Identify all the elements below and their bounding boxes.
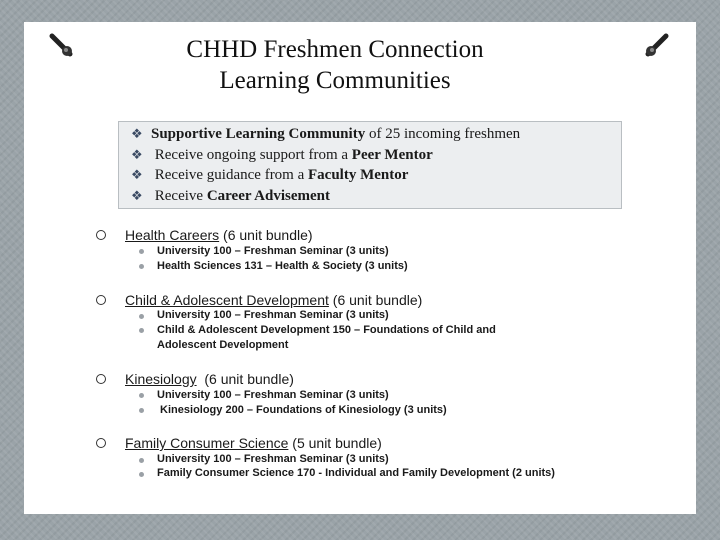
community-heading [125, 371, 294, 387]
highlight-bold: Career Advisement [206, 188, 330, 204]
pushpin-icon [46, 30, 76, 60]
circle-bullet-icon [96, 438, 106, 448]
dot-bullet-icon [139, 393, 144, 398]
community-note: (6 unit bundle) [223, 227, 313, 243]
highlight-text: Receive guidance from a [154, 167, 309, 183]
diamond-bullet-icon: ❖ [131, 147, 143, 162]
community-heading [125, 435, 382, 451]
circle-bullet-icon [96, 374, 106, 384]
community-note: (5 unit bundle) [292, 435, 382, 451]
dot-bullet-icon [139, 314, 144, 319]
page-title [100, 34, 570, 96]
course-item: Child & Adolescent Development 150 – Foundations of Child and Adolescent Development [157, 324, 496, 351]
course-item: University 100 – Freshman Seminar (3 units) [157, 389, 389, 401]
course-item: University 100 – Freshman Seminar (3 units) [157, 453, 389, 465]
title-line-1: CHHD Freshmen Connection [186, 36, 484, 63]
highlight-text: of 25 incoming freshmen [365, 126, 521, 142]
circle-bullet-icon [96, 295, 106, 305]
community-name: Child & Adolescent Development [125, 292, 329, 308]
circle-bullet-icon [96, 230, 106, 240]
title-line-2: Learning Communities [219, 67, 451, 94]
community-name: Health Careers [125, 227, 220, 243]
community-name: Family Consumer Science [125, 435, 289, 451]
highlight-bold: Faculty Mentor [308, 167, 409, 183]
highlight-item [131, 188, 330, 208]
dot-bullet-icon [139, 328, 144, 333]
highlight-text: Receive [154, 188, 207, 204]
course-item: University 100 – Freshman Seminar (3 units) [157, 245, 389, 257]
highlight-item [131, 167, 408, 187]
diamond-bullet-icon: ❖ [131, 188, 143, 203]
highlight-bold: Peer Mentor [351, 147, 433, 163]
highlight-item [131, 147, 433, 167]
highlight-item [131, 126, 520, 146]
course-item: Health Sciences 131 – Health & Society (3 units) [157, 260, 408, 272]
dot-bullet-icon [139, 249, 144, 254]
community-heading [125, 292, 422, 308]
community-name: Kinesiology [125, 371, 197, 387]
course-item: Family Consumer Science 170 - Individual and Family Development (2 units) [157, 467, 555, 479]
community-heading [125, 227, 313, 243]
course-item: University 100 – Freshman Seminar (3 units) [157, 309, 389, 321]
dot-bullet-icon [139, 264, 144, 269]
diamond-bullet-icon: ❖ [131, 126, 143, 141]
highlight-bold: Supportive Learning Community [151, 126, 366, 142]
pushpin-icon [642, 30, 672, 60]
community-note: (6 unit bundle) [204, 371, 294, 387]
dot-bullet-icon [139, 472, 144, 477]
course-item: Kinesiology 200 – Foundations of Kinesiology (3 units) [157, 404, 447, 416]
dot-bullet-icon [139, 408, 144, 413]
highlight-text: Receive ongoing support from a [154, 147, 352, 163]
diamond-bullet-icon: ❖ [131, 167, 143, 182]
community-note: (6 unit bundle) [332, 292, 423, 308]
dot-bullet-icon [139, 458, 144, 463]
